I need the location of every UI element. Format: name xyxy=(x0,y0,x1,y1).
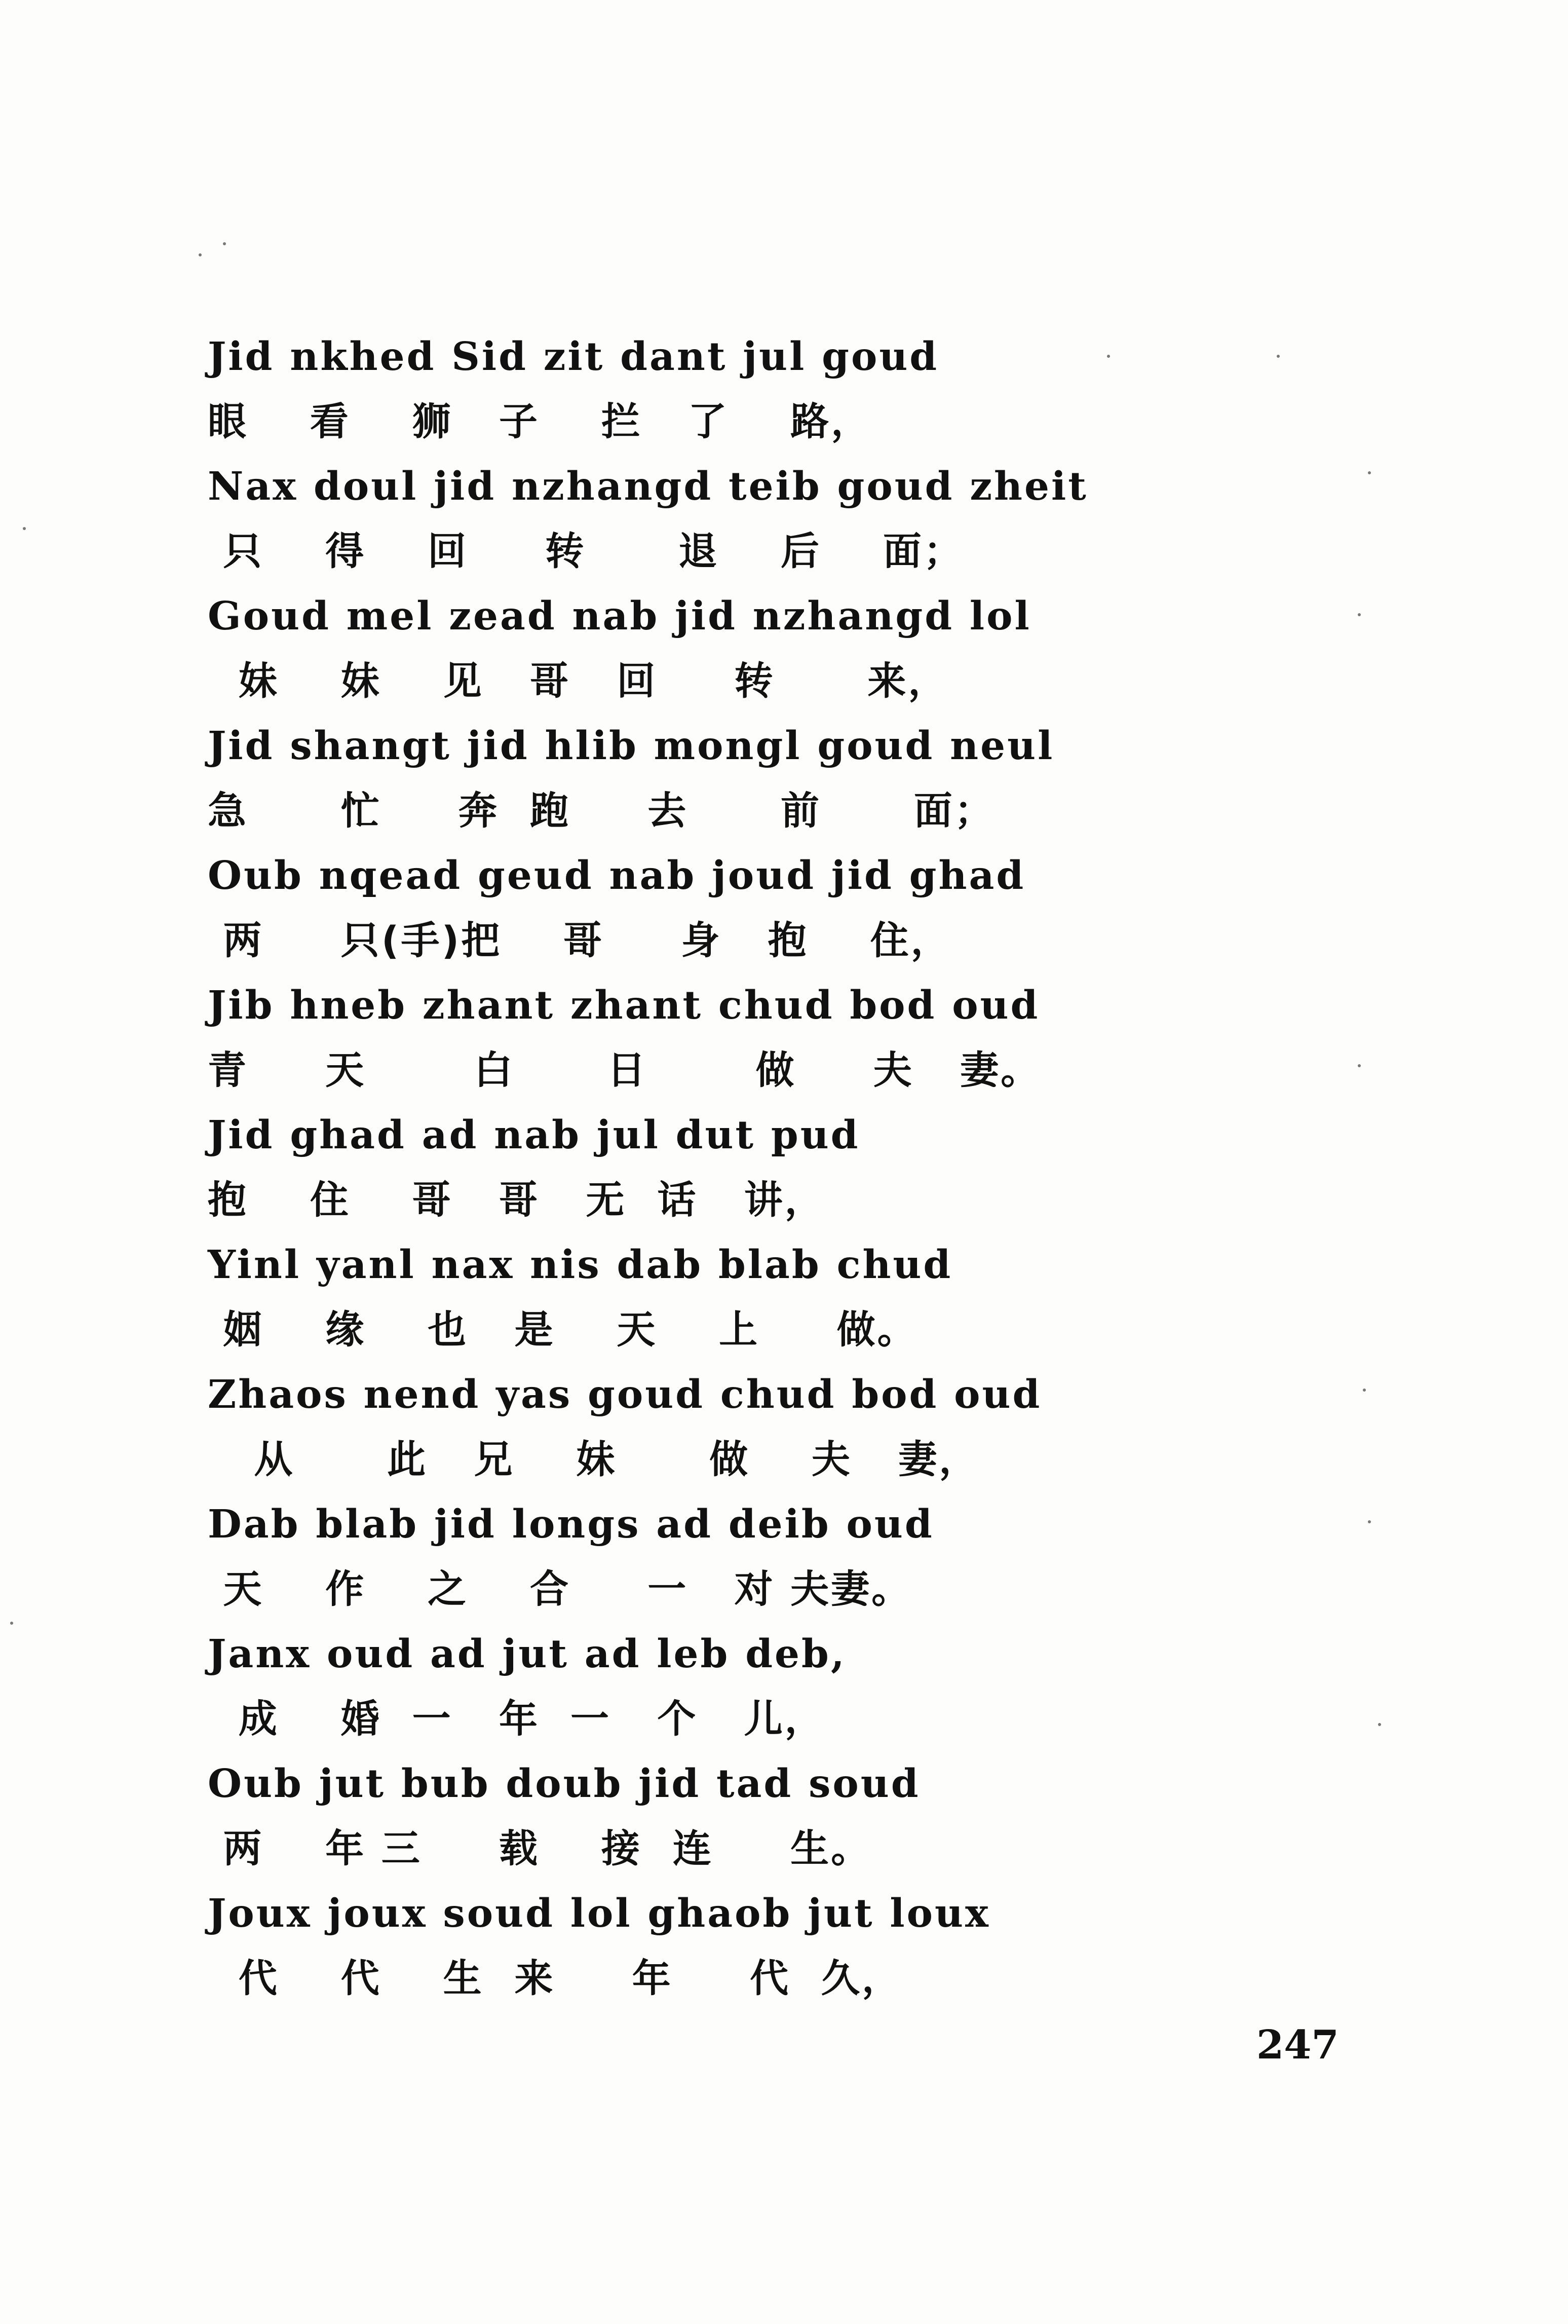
verse-line-latin: Oub nqead geud nab joud jid ghad xyxy=(208,853,1026,898)
verse-line-latin: Jid nkhed Sid zit dant jul goud xyxy=(208,334,939,380)
scan-speck xyxy=(1368,1520,1371,1523)
verse-line-chinese: 从 此 兄 妹 做 夫 妻， xyxy=(208,1437,980,1482)
verse-line-chinese: 姻 缘 也 是 天 上 做。 xyxy=(208,1307,918,1352)
verse-line-chinese: 天 作 之 合 一 对 夫妻。 xyxy=(208,1566,912,1611)
verse-line-latin: Jid shangt jid hlib mongl goud neul xyxy=(208,723,1055,769)
verse-line-latin: Yinl yanl nax nis dab blab chud xyxy=(208,1242,953,1288)
scan-speck xyxy=(1107,355,1110,358)
verse-line-latin: Goud mel zead nab jid nzhangd lol xyxy=(208,593,1031,639)
verse-line-chinese: 眼 看 狮 子 拦 了 路， xyxy=(208,399,872,444)
verse-line-chinese: 青 天 白 日 做 夫 妻。 xyxy=(208,1047,1042,1093)
verse-line-chinese: 急 忙 奔 跑 去 前 面； xyxy=(208,788,995,833)
verse-line-latin: Zhaos nend yas goud chud bod oud xyxy=(208,1372,1042,1417)
scan-speck xyxy=(223,242,226,245)
verse-line-chinese: 两 年 三 载 接 连 生。 xyxy=(208,1826,872,1871)
verse-line-latin: Janx oud ad jut ad leb deb, xyxy=(208,1631,847,1677)
scan-speck xyxy=(1378,1723,1381,1726)
scan-speck xyxy=(1358,613,1361,616)
verse-line-chinese: 妹 妹 见 哥 回 转 来， xyxy=(208,658,949,703)
scan-speck xyxy=(199,253,202,256)
page-number: 247 xyxy=(1256,2022,1339,2068)
verse-line-latin: Oub jut bub doub jid tad soud xyxy=(208,1761,921,1807)
verse-block xyxy=(208,324,1221,2011)
scan-speck xyxy=(23,527,26,530)
verse-line-chinese: 成 婚 一 年 一 个 儿， xyxy=(208,1696,825,1741)
verse-line-chinese: 只 得 回 转 退 后 面； xyxy=(208,529,964,574)
scan-speck xyxy=(1368,471,1371,474)
verse-line-latin: Nax doul jid nzhangd teib goud zheit xyxy=(208,464,1088,509)
scan-speck xyxy=(1358,1064,1361,1067)
verse-line-chinese: 两 只(手)把 哥 身 抱 住， xyxy=(208,918,951,963)
scan-speck xyxy=(1277,355,1280,358)
verse-line-latin: Jib hneb zhant zhant chud bod oud xyxy=(208,983,1040,1028)
scan-speck xyxy=(10,1622,13,1625)
verse-line-chinese: 抱 住 哥 哥 无 话 讲， xyxy=(208,1177,825,1222)
verse-line-latin: Joux joux soud lol ghaob jut loux xyxy=(208,1891,990,1936)
verse-line-chinese: 代 代 生 来 年 代 久， xyxy=(208,1956,903,2001)
verse-line-latin: Dab blab jid longs ad deib oud xyxy=(208,1502,934,1547)
scan-speck xyxy=(1363,1389,1366,1392)
verse-line-latin: Jid ghad ad nab jul dut pud xyxy=(208,1112,860,1158)
